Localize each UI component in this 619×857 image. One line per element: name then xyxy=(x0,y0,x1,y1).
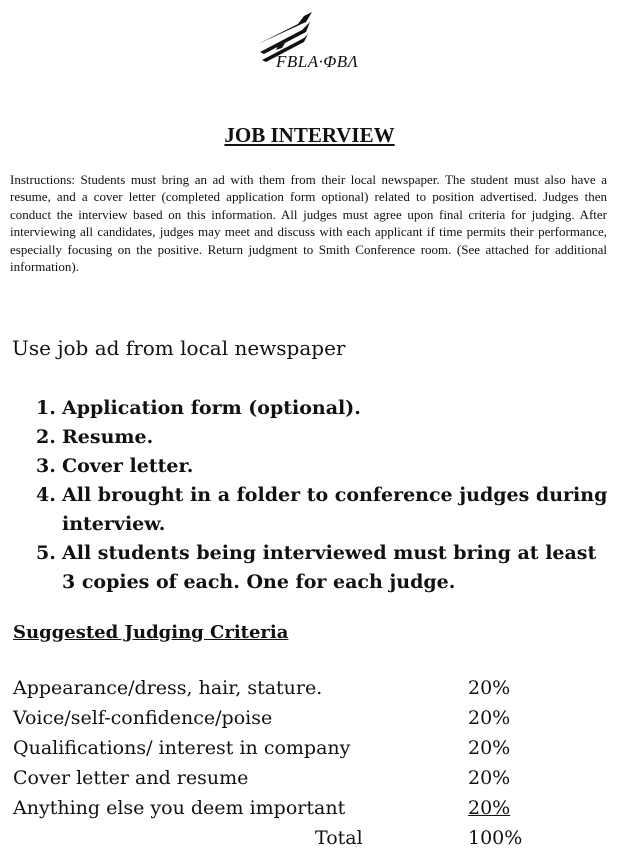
criteria-percent: 20% xyxy=(468,737,511,759)
criteria-percent: 20% xyxy=(468,797,511,819)
table-row xyxy=(13,797,573,827)
criteria-label: Appearance/dress, hair, stature. xyxy=(13,677,323,699)
requirements-list xyxy=(36,394,611,597)
list-item: 4. All brought in a folder to conference judges during interview. xyxy=(36,484,608,535)
total-percent: 100% xyxy=(468,827,523,849)
table-row xyxy=(13,767,573,797)
list-item: 2. Resume. xyxy=(36,426,154,448)
criteria-table xyxy=(13,677,573,857)
instructions-paragraph: Instructions: Students must bring an ad with them from their local newspaper. The student must also have a resume, and a cover letter (completed application form optional) related to position advertised. Judges then conduct the interview based on this information. All judges must agree upon final criteria for judging. After interviewing all candidates, judges may meet and discuss with each applicant if time permits their performance, especially focusing on the positive. Return judgment to Smith Conference room. (See attached for additional information). xyxy=(10,172,607,275)
table-row xyxy=(13,707,573,737)
criteria-label: Qualifications/ interest in company xyxy=(13,737,351,759)
list-item: 5. All students being interviewed must bring at least 3 copies of each. One for each judge. xyxy=(36,542,597,593)
criteria-label: Anything else you deem important xyxy=(13,797,346,819)
table-row xyxy=(13,677,573,707)
total-label: Total xyxy=(315,827,363,849)
criteria-percent: 20% xyxy=(468,707,511,729)
criteria-percent: 20% xyxy=(468,767,511,789)
use-job-ad-heading: Use job ad from local newspaper xyxy=(12,336,346,360)
list-item: 3. Cover letter. xyxy=(36,455,194,477)
table-row xyxy=(13,737,573,767)
criteria-percent: 20% xyxy=(468,677,511,699)
criteria-heading: Suggested Judging Criteria xyxy=(13,622,289,643)
criteria-label: Cover letter and resume xyxy=(13,767,249,789)
page-title: JOB INTERVIEW xyxy=(224,123,395,147)
logo-text: FBLA·ΦΒΛ xyxy=(276,52,359,71)
list-item: 1. Application form (optional). xyxy=(36,397,361,419)
criteria-label: Voice/self-confidence/poise xyxy=(13,707,273,729)
